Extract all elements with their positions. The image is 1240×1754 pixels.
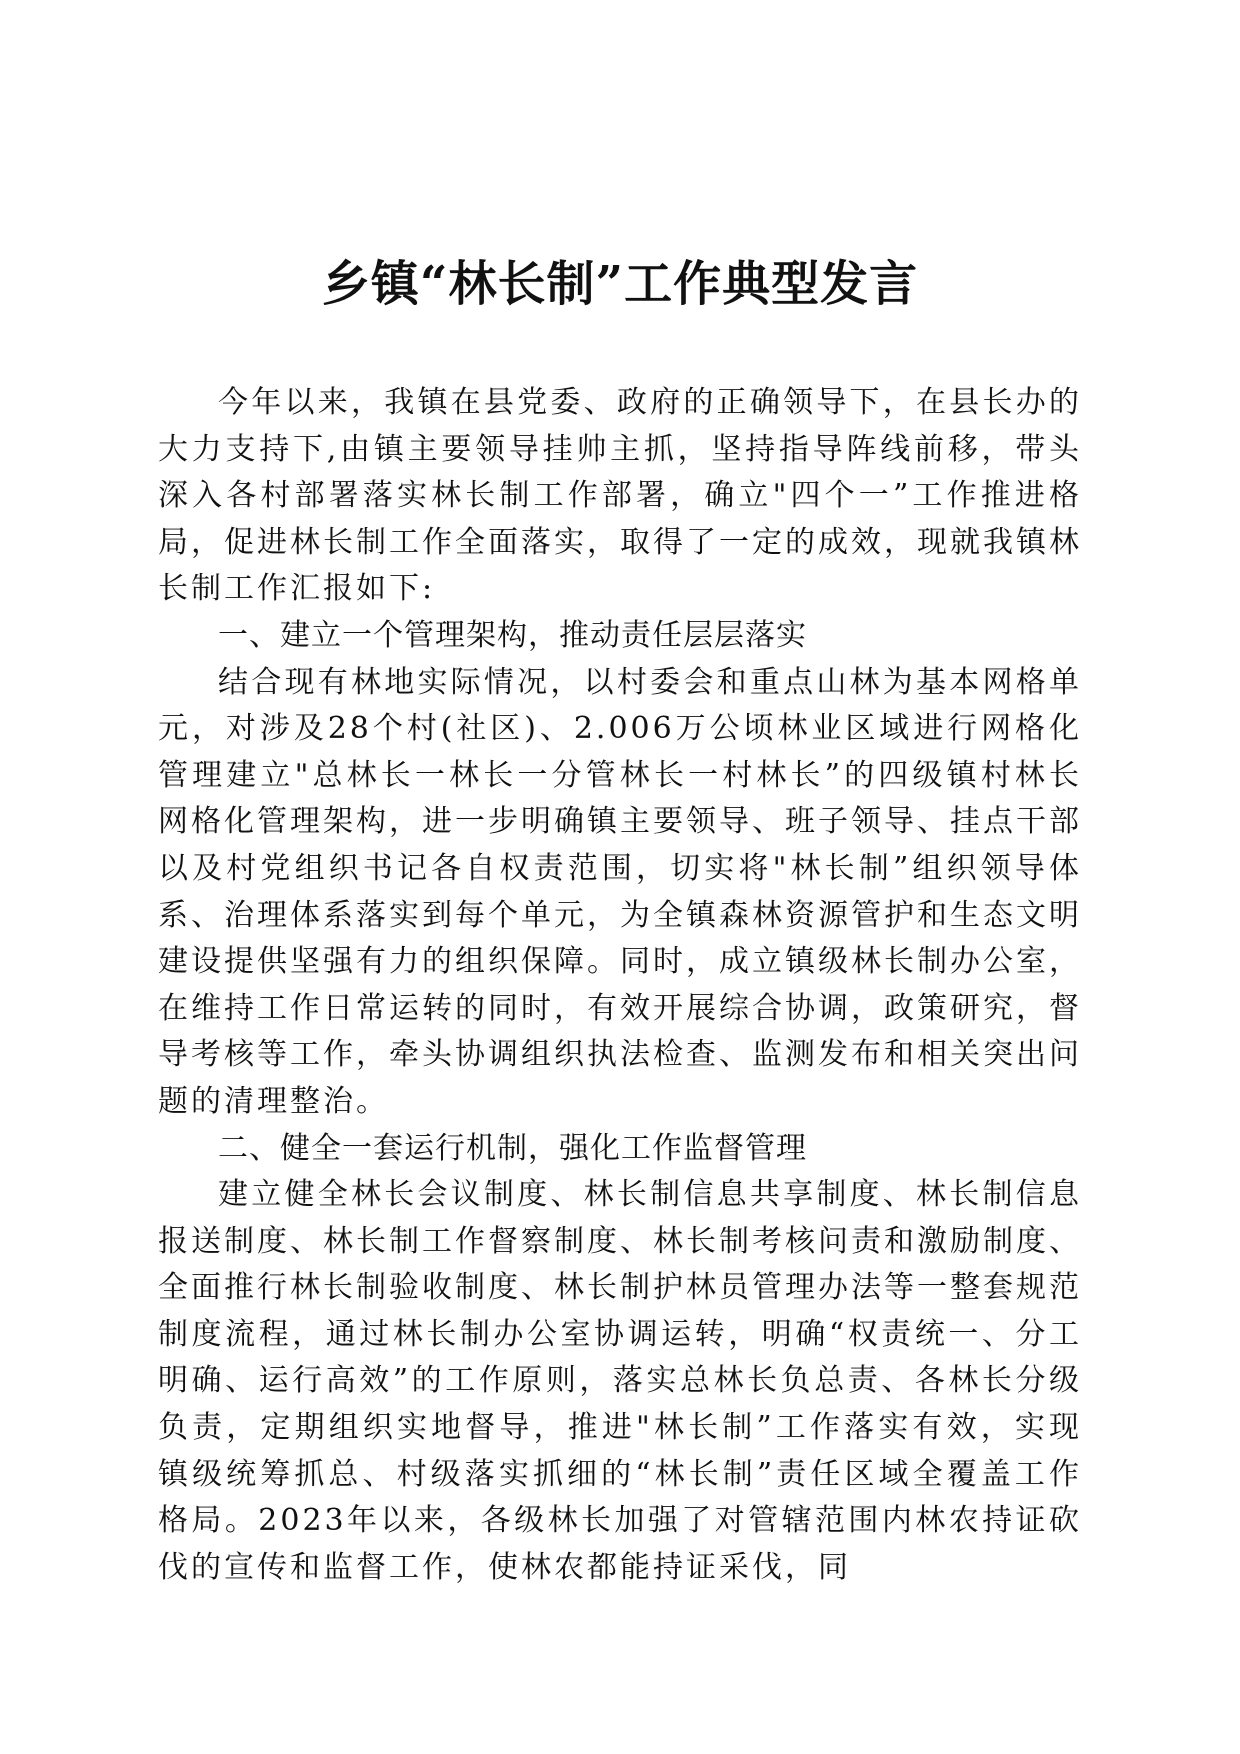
section-paragraph-2: 建立健全林长会议制度、林长制信息共享制度、林长制信息报送制度、林长制工作督察制度、林长制考核问责和激励制度、全面推行林长制验收制度、林长制护林员管理办法等一整套规范制度流程，通过林长制办公室协调运转，明确“权责统一、分工明确、运行高效”的工作原则，落实总林长负总责、各林长分级负责，定期组织实地督导，推进"林长制”工作落实有效，实现镇级统筹抓总、村级落实抓细的“林长制”责任区域全覆盖工作格局。2023年以来，各级林长加强了对管辖范围内林农持证砍伐的宣传和监督工作，使林农都能持证采伐，同 [158, 1177, 1082, 1585]
document-title: 乡镇“林长制”工作典型发言 [321, 256, 919, 312]
document-body [158, 380, 1082, 1591]
section-heading-2: 二、健全一套运行机制，强化工作监督管理 [218, 1130, 807, 1166]
section-heading-1: 一、建立一个管理架构，推动责任层层落实 [218, 617, 807, 653]
intro-paragraph: 今年以来，我镇在县党委、政府的正确领导下，在县长办的大力支持下,由镇主要领导挂帅主抓，坚持指导阵线前移，带头深入各村部署落实林长制工作部署，确立"四个一”工作推进格局，促进林长制工作全面落实，取得了一定的成效，现就我镇林长制工作汇报如下: [158, 385, 1082, 607]
section-paragraph-1: 结合现有林地实际情况，以村委会和重点山林为基本网格单元，对涉及28个村(社区)、2.006万公顷林业区域进行网格化管理建立"总林长一林长一分管林长一村林长”的四级镇村林长网格化管理架构，进一步明确镇主要领导、班子领导、挂点干部以及村党组织书记各自权责范围，切实将"林长制”组织领导体系、治理体系落实到每个单元，为全镇森林资源管护和生态文明建设提供坚强有力的组织保障。同时，成立镇级林长制办公室，在维持工作日常运转的同时，有效开展综合协调，政策研究，督导考核等工作，牵头协调组织执法检查、监测发布和相关突出问题的清理整治。 [158, 664, 1082, 1119]
